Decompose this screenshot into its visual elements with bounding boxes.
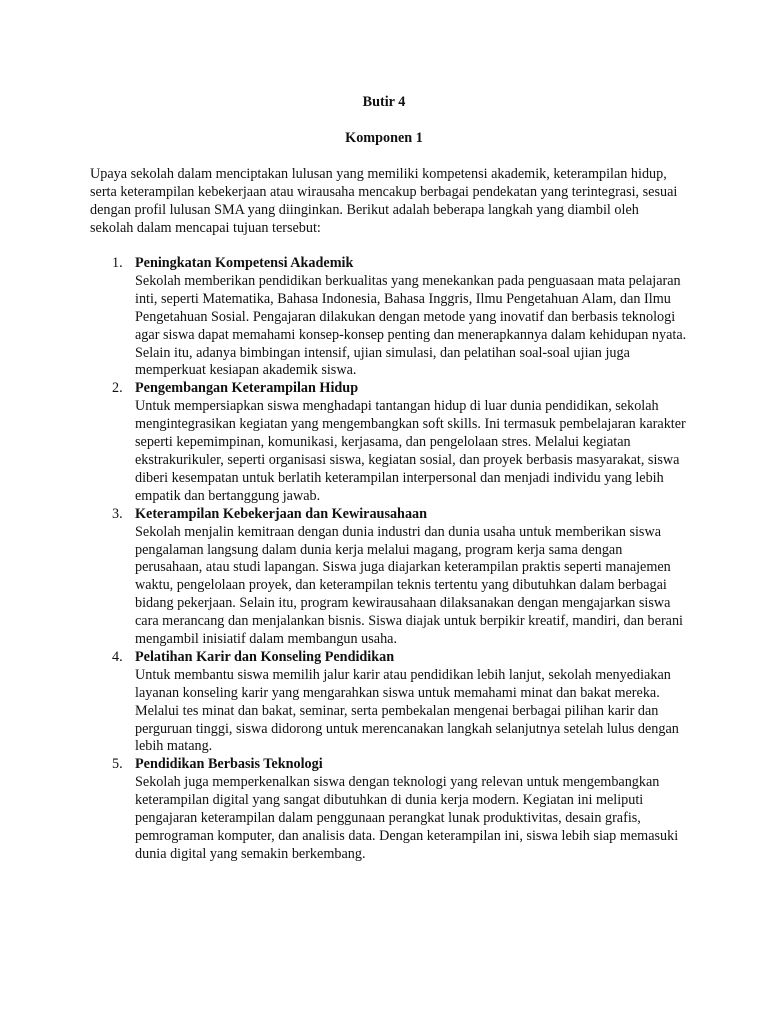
list-item-body: Untuk mempersiapkan siswa menghadapi tantangan hidup di luar dunia pendidikan, sekolah mengintegrasikan kegiatan yang mengembangkan soft skills. Ini termasuk pembelajaran karakter seperti kepemimpinan, komunikasi, kerjasama, dan pengelolaan stres. Melalui kegiatan ekstrakurikuler, seperti organisasi siswa, kegiatan sosial, dan proyek berbasis masyarakat, siswa diberi kesempatan untuk berlatih keterampilan interpersonal dan menjadi individu yang lebih empatik dan bertanggung jawab. — [135, 398, 686, 504]
document-subtitle: Komponen 1 — [345, 130, 423, 146]
list-item — [90, 649, 690, 756]
numbered-list — [90, 255, 690, 864]
list-item-number: 3. — [112, 505, 123, 522]
list-item-title: Pengembangan Keterampilan Hidup — [135, 380, 359, 397]
list-item-title: Keterampilan Kebekerjaan dan Kewirausahaan — [135, 505, 428, 522]
list-item — [90, 255, 690, 380]
list-item-title: Peningkatan Kompetensi Akademik — [135, 255, 354, 271]
intro-paragraph: Upaya sekolah dalam menciptakan lulusan yang memiliki kompetensi akademik, keterampilan hidup, serta keterampilan kebekerjaan atau wirausaha mencakup berbagai pendekatan yang terintegrasi, sesuai dengan profil lulusan SMA yang diinginkan. Berikut adalah beberapa langkah yang diambil oleh sekolah dalam mencapai tujuan tersebut: — [90, 166, 678, 236]
list-item-title: Pelatihan Karir dan Konseling Pendidikan — [135, 648, 395, 665]
list-item-number: 1. — [112, 255, 123, 271]
list-item-number: 4. — [112, 648, 123, 665]
list-item-body: Untuk membantu siswa memilih jalur karir atau pendidikan lebih lanjut, sekolah menyediakan layanan konseling karir yang mengarahkan siswa untuk memahami minat dan bakat mereka. Melalui tes minat dan bakat, seminar, serta pembekalan mengenai berbagai pilihan karir dan perguruan tinggi, siswa didorong untuk merencanakan langkah selanjutnya setelah lulus dengan lebih matang. — [135, 666, 679, 755]
list-item-body: Sekolah menjalin kemitraan dengan dunia industri dan dunia usaha untuk memberikan siswa pengalaman langsung dalam dunia kerja melalui magang, program kerja sama dengan perusahaan, atau studi lapangan. Siswa juga diajarkan keterampilan praktis seperti manajemen waktu, pengelolaan proyek, dan keterampilan teknis tertentu yang dibutuhkan dalam berbagai bidang pekerjaan. Selain itu, program kewirausahaan dilaksanakan dengan mengajarkan siswa cara merancang dan menjalankan bisnis. Siswa diajak untuk berpikir kreatif, mandiri, dan berani mengambil inisiatif dalam membangun usaha. — [135, 523, 683, 648]
list-item-body: Sekolah juga memperkenalkan siswa dengan teknologi yang relevan untuk mengembangkan keterampilan digital yang sangat dibutuhkan di dunia kerja modern. Kegiatan ini meliputi pengajaran keterampilan dalam penggunaan perangkat lunak produktivitas, desain grafis, pemrograman komputer, dan analisis data. Dengan keterampilan ini, siswa lebih siap memasuki dunia digital yang semakin berkembang. — [135, 774, 679, 862]
list-item-body: Sekolah memberikan pendidikan berkualitas yang menekankan pada penguasaan mata pelajaran inti, seperti Matematika, Bahasa Indonesia, Bahasa Inggris, Ilmu Pengetahuan Alam, dan Ilmu Pengetahuan Sosial. Pengajaran dilakukan dengan metode yang inovatif dan berbasis teknologi agar siswa dapat memahami konsep-konsep penting dan menerapkannya dalam kehidupan nyata. Selain itu, adanya bimbingan intensif, ujian simulasi, dan pelatihan soal-soal ujian juga memperkuat kesiapan akademik siswa. — [135, 272, 687, 379]
list-item-title: Pendidikan Berbasis Teknologi — [135, 756, 323, 773]
list-item-number: 5. — [112, 756, 123, 773]
document-title: Butir 4 — [362, 94, 406, 110]
list-item — [90, 506, 690, 649]
list-item — [90, 756, 690, 863]
list-item-number: 2. — [112, 380, 123, 397]
list-item — [90, 380, 690, 505]
